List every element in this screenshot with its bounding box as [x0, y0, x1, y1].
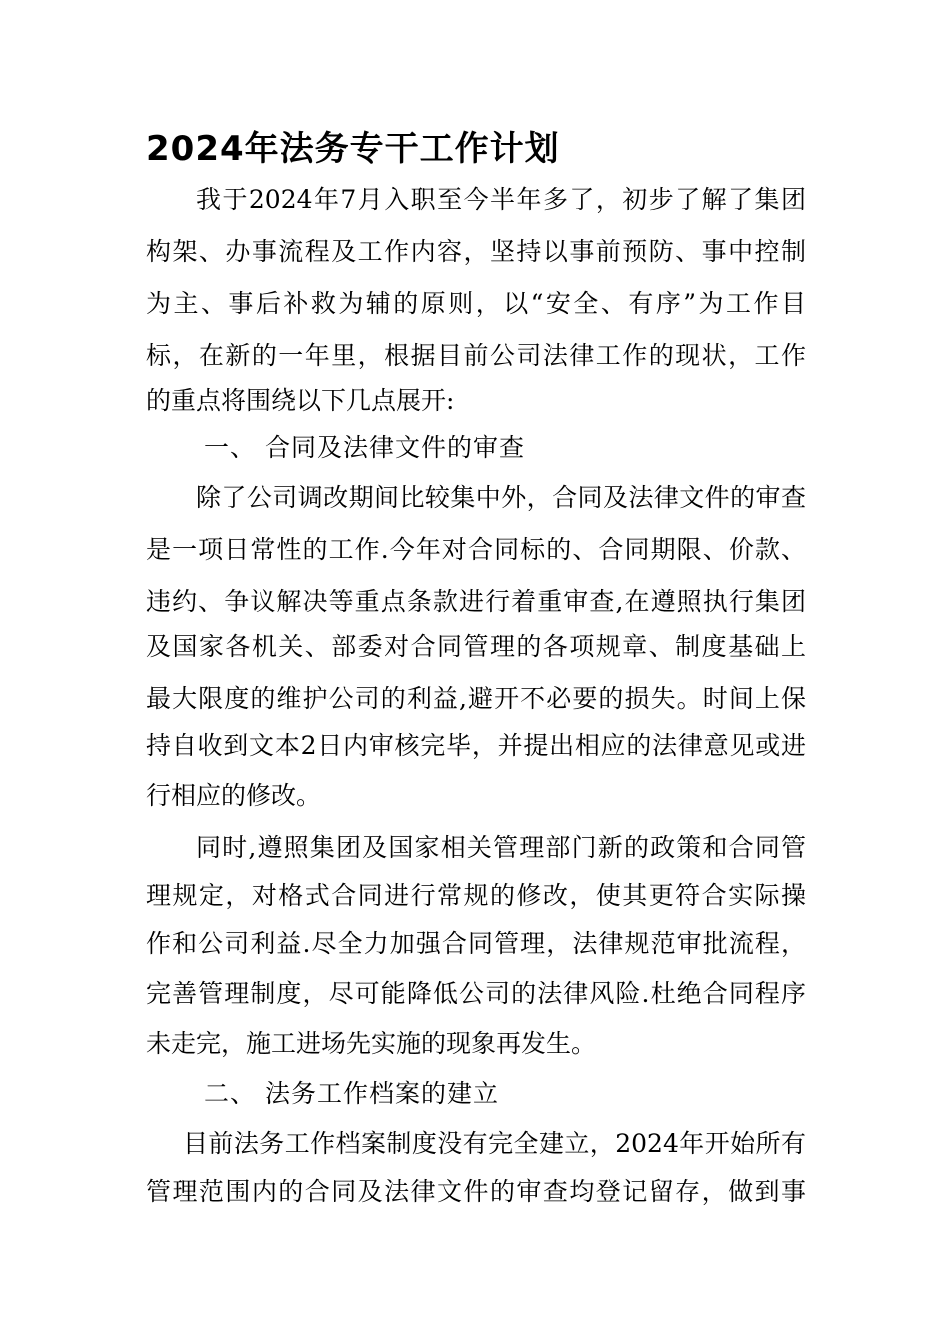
paragraph-line: 理规定，对格式合同进行常规的修改，使其更符合实际操: [146, 881, 806, 910]
paragraph-line: 为主、事后补救为辅的原则，以“安全、有序”为工作目: [146, 289, 806, 318]
paragraph-line: 持自收到文本2日内审核完毕，并提出相应的法律意见或进: [146, 731, 806, 760]
section-heading: 一、 合同及法律文件的审查: [204, 433, 525, 462]
paragraph-line: 同时,遵照集团及国家相关管理部门新的政策和合同管: [196, 833, 806, 862]
paragraph-line: 除了公司调改期间比较集中外，合同及法律文件的审查: [196, 483, 806, 512]
paragraph-line: 未走完，施工进场先实施的现象再发生。: [146, 1029, 597, 1058]
paragraph-line: 标，在新的一年里，根据目前公司法律工作的现状，工作: [146, 341, 806, 370]
section-heading: 二、 法务工作档案的建立: [204, 1079, 499, 1108]
paragraph-line: 我于2024年7月入职至今半年多了，初步了解了集团: [196, 185, 806, 214]
paragraph-line: 及国家各机关、部委对合同管理的各项规章、制度基础上: [146, 632, 806, 661]
paragraph-line: 是一项日常性的工作.今年对合同标的、合同期限、价款、: [146, 535, 806, 564]
paragraph-line: 的重点将围绕以下几点展开:: [146, 386, 455, 415]
paragraph-line: 违约、争议解决等重点条款进行着重审查,在遵照执行集团: [146, 587, 806, 616]
paragraph-line: 作和公司利益.尽全力加强合同管理，法律规范审批流程，: [146, 929, 806, 958]
paragraph-line: 最大限度的维护公司的利益,避开不必要的损失。时间上保: [146, 684, 806, 713]
document-title: 2024年法务专干工作计划: [146, 129, 560, 169]
paragraph-line: 行相应的修改。: [146, 781, 322, 810]
paragraph-line: 管理范围内的合同及法律文件的审查均登记留存，做到事: [146, 1177, 806, 1206]
paragraph-line: 完善管理制度，尽可能降低公司的法律风险.杜绝合同程序: [146, 979, 806, 1008]
paragraph-line: 目前法务工作档案制度没有完全建立，2024年开始所有: [183, 1129, 806, 1158]
paragraph-line: 构架、办事流程及工作内容，坚持以事前预防、事中控制: [146, 237, 806, 266]
